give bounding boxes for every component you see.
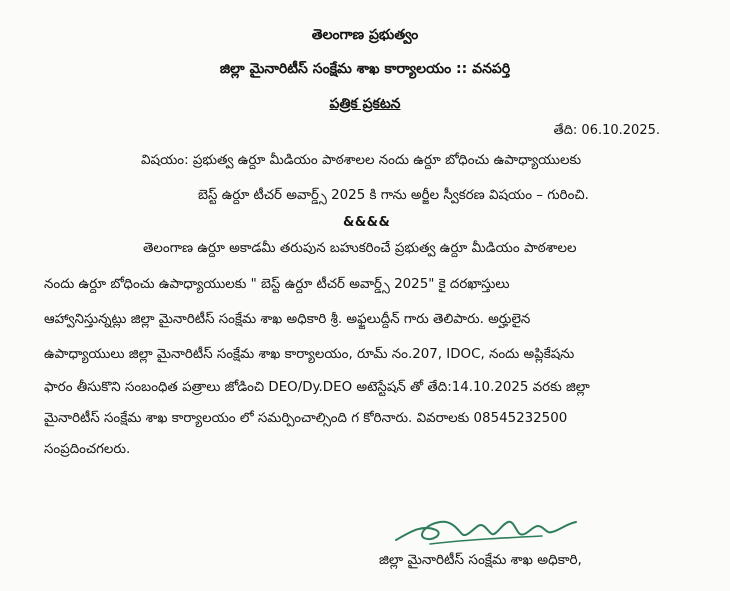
subject-line-1: విషయం: ప్రభుత్వ ఉర్దూ మీడియం పాఠశాలల నందు ఉర్దూ బోధించు ఉపాధ్యాయులకు xyxy=(141,153,582,168)
body-line: ఆహ్వానిస్తున్నట్లు జిల్లా మైనారిటీస్ సంక్షేమ శాఖ అధికారి శ్రీ. అఫ్జలుద్దీన్ గారు తెలిపారు. అర్హులైన xyxy=(44,312,531,327)
handwritten-signature xyxy=(392,510,582,552)
body-line: ఫారం తీసుకొని సంబంధిత పత్రాలు జోడించి DEO/Dy.DEO అటెస్టేషన్ తో తేది:14.10.2025 వరకు జిల్లా xyxy=(44,380,590,395)
government-header: తెలంగాణ ప్రభుత్వం xyxy=(311,27,419,43)
office-header: జిల్లా మైనారిటీస్ సంక్షేమ శాఖ కార్యాలయం :: వనపర్తి xyxy=(219,61,511,77)
body-line: మైనారిటీస్ సంక్షేమ శాఖ కార్యాలయం లో సమర్పించాల్సింది గ కోరినారు. వివరాలకు 08545232500 xyxy=(44,411,568,426)
subject-line-2: బెస్ట్ ఉర్దూ టీచర్ అవార్డ్స్ 2025 కి గాను అర్జీల స్వీకరణ విషయం – గురించి. xyxy=(198,188,589,203)
body-line: సంప్రదించగలరు. xyxy=(44,442,131,457)
body-line: ఉపాధ్యాయులు జిల్లా మైనారిటీస్ సంక్షేమ శాఖ కార్యాలయం, రూమ్ నం.207, IDOC, నందు అప్లికేషను xyxy=(44,347,575,362)
body-line: తెలంగాణ ఉర్దూ అకాడమీ తరుపున బహుకరించే ప్రభుత్వ ఉర్దూ మీడియం పాఠశాలల xyxy=(143,241,577,256)
signatory-designation: జిల్లా మైనారిటీస్ సంక్షేమ శాఖ అధికారి, xyxy=(379,552,582,568)
document-date: తేది: 06.10.2025. xyxy=(553,123,660,138)
section-separator: &&&& xyxy=(343,215,391,230)
body-line: నందు ఉర్దూ బోధించు ఉపాధ్యాయులకు " బెస్ట్ ఉర్దూ టీచర్ అవార్డ్స్ 2025" కై దరఖాస్తులు xyxy=(44,277,510,292)
document-title-text: పత్రిక ప్రకటన xyxy=(329,96,401,112)
document-title xyxy=(0,95,730,113)
